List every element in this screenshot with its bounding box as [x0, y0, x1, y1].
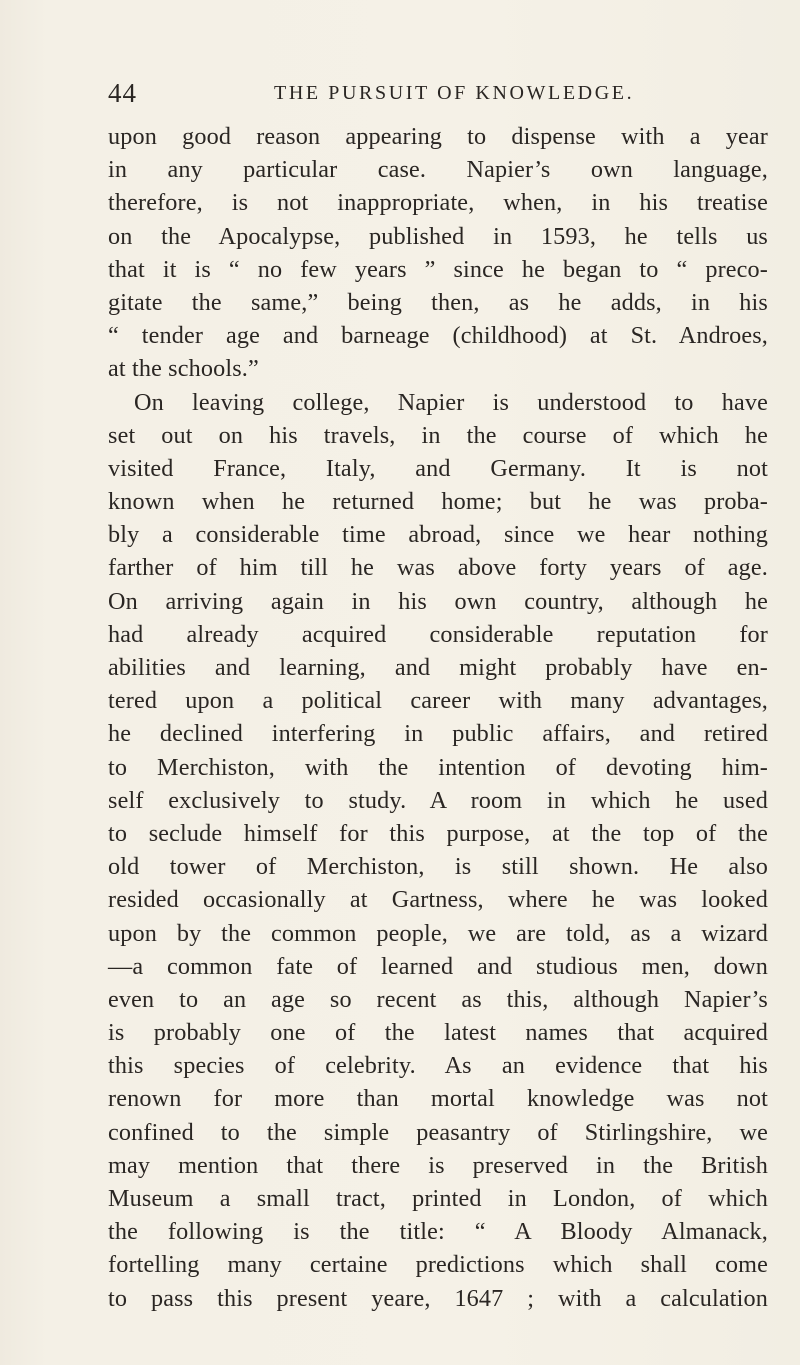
- text-line: —a common fate of learned and studious men, down: [108, 952, 768, 980]
- text-line: “ tender age and barneage (childhood) at St. Androes,: [108, 322, 768, 350]
- text-line: visited France, Italy, and Germany. It is not: [108, 454, 768, 482]
- body-text: [108, 120, 768, 1315]
- text-line: On arriving again in his own country, although he: [108, 587, 768, 615]
- text-line: in any particular case. Napier’s own language,: [108, 156, 768, 184]
- text-line: bly a considerable time abroad, since we hear nothing: [108, 521, 768, 549]
- text-line: known when he returned home; but he was proba-: [108, 488, 768, 516]
- running-head: [108, 78, 768, 114]
- text-line: fortelling many certaine predictions which shall come: [108, 1251, 768, 1279]
- text-line: self exclusively to study. A room in which he used: [108, 786, 768, 814]
- page-number: 44: [108, 78, 137, 108]
- text-line: this species of celebrity. As an evidence that his: [108, 1052, 768, 1080]
- text-line: on the Apocalypse, published in 1593, he tells us: [108, 222, 768, 250]
- text-line: is probably one of the latest names that acquired: [108, 1019, 768, 1047]
- text-line: to seclude himself for this purpose, at the top of the: [108, 819, 768, 847]
- text-line: to pass this present yeare, 1647 ; with a calculation: [108, 1284, 768, 1312]
- text-line: at the schools.”: [108, 355, 259, 383]
- text-line: may mention that there is preserved in the British: [108, 1151, 768, 1179]
- text-line: upon good reason appearing to dispense with a year: [108, 123, 768, 150]
- text-line: old tower of Merchiston, is still shown. He also: [108, 853, 768, 881]
- text-line: therefore, is not inappropriate, when, in his treatise: [108, 189, 768, 217]
- text-line: farther of him till he was above forty years of age.: [108, 554, 768, 582]
- text-line: he declined interfering in public affairs, and retired: [108, 720, 768, 748]
- text-line: abilities and learning, and might probably have en-: [108, 654, 768, 681]
- text-line: set out on his travels, in the course of which he: [108, 421, 768, 449]
- text-line: confined to the simple peasantry of Stirlingshire, we: [108, 1118, 768, 1146]
- text-line: upon by the common people, we are told, as a wizard: [108, 919, 768, 947]
- text-line: renown for more than mortal knowledge was not: [108, 1085, 768, 1113]
- text-line: resided occasionally at Gartness, where he was looked: [108, 886, 768, 914]
- text-line: to Merchiston, with the intention of devoting him-: [108, 753, 768, 781]
- running-title: THE PURSUIT OF KNOWLEDGE.: [274, 82, 635, 104]
- text-line: Museum a small tract, printed in London, of which: [108, 1185, 768, 1212]
- text-line: even to an age so recent as this, although Napier’s: [108, 985, 768, 1013]
- text-line: had already acquired considerable reputation for: [108, 620, 768, 648]
- text-line: On leaving college, Napier is understood to have: [134, 388, 768, 416]
- text-line: gitate the same,” being then, as he adds, in his: [108, 288, 768, 316]
- text-line: the following is the title: “ A Bloody Almanack,: [108, 1218, 768, 1246]
- text-line: tered upon a political career with many advantages,: [108, 687, 768, 715]
- text-line: that it is “ no few years ” since he began to “ preco-: [108, 255, 768, 283]
